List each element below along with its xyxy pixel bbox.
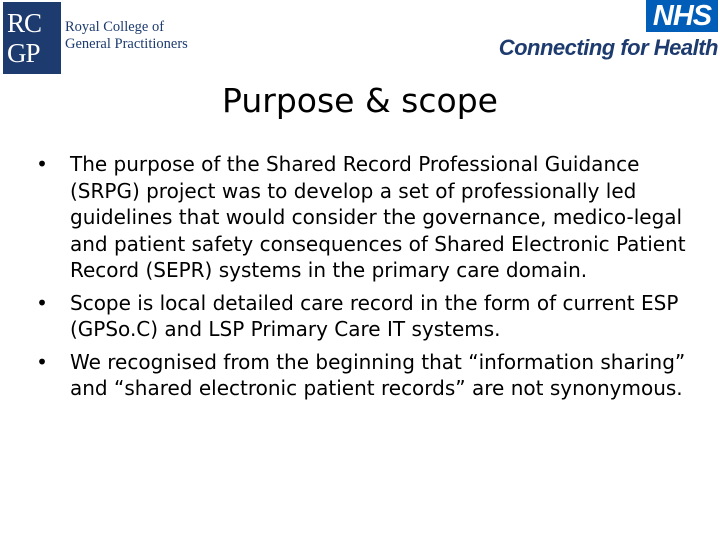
rcgp-mark-top: RC xyxy=(7,8,42,38)
bullet-marker: • xyxy=(36,349,48,374)
bullet-text: The purpose of the Shared Record Professional Guidance (SRPG) project was to develop a set of professionally led guidelines that would consider the governance, medico-legal and patient safety consequences of Shared Electronic Patient Record (SEPR) systems in the primary care domain. xyxy=(70,152,686,282)
bullet-item xyxy=(34,290,694,343)
rcgp-logo-mark xyxy=(3,2,61,74)
bullet-text: Scope is local detailed care record in the form of current ESP (GPSo.C) and LSP Primary Care IT systems. xyxy=(70,290,679,341)
bullet-item xyxy=(34,151,694,284)
nhs-badge: NHS xyxy=(646,0,718,32)
bullet-list xyxy=(34,151,694,408)
rcgp-name-line1: Royal College of xyxy=(65,19,165,35)
bullet-marker: • xyxy=(36,152,48,176)
slide-title-wrap xyxy=(0,79,720,123)
bullet-marker: • xyxy=(36,290,48,315)
rcgp-name-line2: General Practitioners xyxy=(65,36,188,52)
bullet-item xyxy=(34,349,694,402)
rcgp-logo-name xyxy=(65,19,225,53)
slide-title: Purpose & scope xyxy=(222,81,498,120)
rcgp-logo xyxy=(3,2,228,74)
nhs-tagline: Connecting for Health xyxy=(498,35,718,60)
rcgp-mark-bottom: GP xyxy=(7,38,40,68)
bullet-text: We recognised from the beginning that “information sharing” and “shared electronic patient records” are not synonymous. xyxy=(70,349,686,400)
nhs-cfh-logo xyxy=(468,0,718,66)
